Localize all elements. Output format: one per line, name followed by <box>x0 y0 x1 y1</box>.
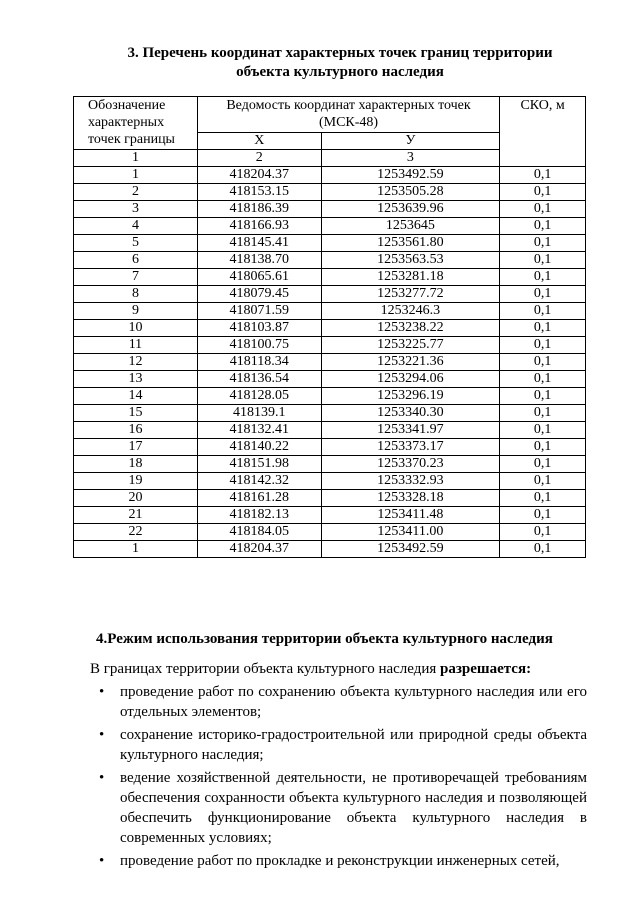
intro-bold-word: разрешается: <box>440 661 532 677</box>
coord-y: 1253296.19 <box>321 388 500 405</box>
point-number: 14 <box>74 388 198 405</box>
permitted-activities-list <box>90 682 587 874</box>
coord-y: 1253341.97 <box>321 422 500 439</box>
list-item <box>90 851 587 871</box>
point-number: 2 <box>74 184 198 201</box>
point-number: 15 <box>74 405 198 422</box>
coord-y: 1253370.23 <box>321 456 500 473</box>
section-3-title-line-2: объекта культурного наследия <box>236 64 444 80</box>
intro-text: В границах территории объекта культурного наследия <box>90 661 441 677</box>
header-designation: Обозначение характерных точек границы <box>74 97 198 150</box>
point-number: 11 <box>74 337 198 354</box>
point-number: 22 <box>74 524 198 541</box>
coord-y: 1253505.28 <box>321 184 500 201</box>
table-row <box>74 422 586 439</box>
table-row <box>74 473 586 490</box>
coord-x: 418079.45 <box>197 286 321 303</box>
list-item-text: проведение работ по прокладке и реконструкции инженерных сетей, <box>120 853 560 869</box>
bullet-icon: • <box>99 727 105 743</box>
table-row <box>74 184 586 201</box>
sko-value: 0,1 <box>500 337 586 354</box>
coord-x: 418166.93 <box>197 218 321 235</box>
coord-x: 418118.34 <box>197 354 321 371</box>
coord-y: 1253340.30 <box>321 405 500 422</box>
sko-value: 0,1 <box>500 320 586 337</box>
sko-value: 0,1 <box>500 303 586 320</box>
point-number: 21 <box>74 507 198 524</box>
point-number: 12 <box>74 354 198 371</box>
header-coordinates: Ведомость координат характерных точек (МСК-48) <box>197 97 499 133</box>
table-row <box>74 490 586 507</box>
sko-value: 0,1 <box>500 490 586 507</box>
point-number: 16 <box>74 422 198 439</box>
table-row <box>74 235 586 252</box>
table-row <box>74 201 586 218</box>
table-row <box>74 252 586 269</box>
sko-value: 0,1 <box>500 167 586 184</box>
coord-y: 1253225.77 <box>321 337 500 354</box>
coord-y: 1253563.53 <box>321 252 500 269</box>
coord-x: 418128.05 <box>197 388 321 405</box>
table-row <box>74 303 586 320</box>
coord-x: 418140.22 <box>197 439 321 456</box>
coord-x: 418145.41 <box>197 235 321 252</box>
point-number: 5 <box>74 235 198 252</box>
bullet-icon: • <box>99 853 105 869</box>
coord-x: 418204.37 <box>197 541 321 558</box>
column-number-1: 1 <box>74 150 198 167</box>
coord-y: 1253639.96 <box>321 201 500 218</box>
header-sko: СКО, м <box>500 97 586 167</box>
sko-value: 0,1 <box>500 184 586 201</box>
point-number: 17 <box>74 439 198 456</box>
sko-value: 0,1 <box>500 354 586 371</box>
coord-y: 1253332.93 <box>321 473 500 490</box>
list-item-text: ведение хозяйственной деятельности, не противоречащей требованиям обеспечения сохранности объекта культурного наследия и позволяющей обеспечить функционирование объекта культурного наследия в современных условиях; <box>120 770 587 846</box>
coord-y: 1253411.00 <box>321 524 500 541</box>
point-number: 19 <box>74 473 198 490</box>
point-number: 6 <box>74 252 198 269</box>
coord-y: 1253238.22 <box>321 320 500 337</box>
sko-value: 0,1 <box>500 524 586 541</box>
sko-value: 0,1 <box>500 371 586 388</box>
column-number-3: 3 <box>321 150 500 167</box>
list-item <box>90 682 587 722</box>
point-number: 7 <box>74 269 198 286</box>
coord-x: 418204.37 <box>197 167 321 184</box>
coord-y: 1253277.72 <box>321 286 500 303</box>
coord-x: 418132.41 <box>197 422 321 439</box>
coord-y: 1253281.18 <box>321 269 500 286</box>
coord-x: 418142.32 <box>197 473 321 490</box>
table-row <box>74 541 586 558</box>
coord-x: 418186.39 <box>197 201 321 218</box>
coord-x: 418153.15 <box>197 184 321 201</box>
coord-y: 1253221.36 <box>321 354 500 371</box>
coord-x: 418138.70 <box>197 252 321 269</box>
coord-y: 1253645 <box>321 218 500 235</box>
sko-value: 0,1 <box>500 473 586 490</box>
table-row <box>74 439 586 456</box>
sko-value: 0,1 <box>500 405 586 422</box>
coord-y: 1253328.18 <box>321 490 500 507</box>
table-row <box>74 167 586 184</box>
sko-value: 0,1 <box>500 541 586 558</box>
point-number: 4 <box>74 218 198 235</box>
coord-y: 1253411.48 <box>321 507 500 524</box>
coord-y: 1253492.59 <box>321 541 500 558</box>
sko-value: 0,1 <box>500 507 586 524</box>
table-row <box>74 337 586 354</box>
column-number-2: 2 <box>197 150 321 167</box>
section-4-intro <box>90 660 531 679</box>
section-3-title <box>90 44 590 82</box>
coord-y: 1253561.80 <box>321 235 500 252</box>
sko-value: 0,1 <box>500 252 586 269</box>
coord-x: 418151.98 <box>197 456 321 473</box>
list-item <box>90 725 587 765</box>
header-x: X <box>197 133 321 150</box>
point-number: 20 <box>74 490 198 507</box>
coord-x: 418103.87 <box>197 320 321 337</box>
coord-x: 418071.59 <box>197 303 321 320</box>
table-row <box>74 388 586 405</box>
point-number: 10 <box>74 320 198 337</box>
coord-x: 418182.13 <box>197 507 321 524</box>
section-4-title: 4.Режим использования территории объекта культурного наследия <box>96 631 553 647</box>
point-number: 1 <box>74 167 198 184</box>
coord-x: 418136.54 <box>197 371 321 388</box>
sko-value: 0,1 <box>500 286 586 303</box>
table-row <box>74 269 586 286</box>
sko-value: 0,1 <box>500 218 586 235</box>
coord-x: 418184.05 <box>197 524 321 541</box>
list-item <box>90 768 587 848</box>
table-row <box>74 456 586 473</box>
coord-x: 418065.61 <box>197 269 321 286</box>
point-number: 8 <box>74 286 198 303</box>
table-row <box>74 320 586 337</box>
coord-y: 1253246.3 <box>321 303 500 320</box>
bullet-icon: • <box>99 770 105 786</box>
table-row <box>74 218 586 235</box>
list-item-text: сохранение историко-градостроительной или природной среды объекта культурного наследия; <box>120 727 587 763</box>
coord-x: 418100.75 <box>197 337 321 354</box>
sko-value: 0,1 <box>500 439 586 456</box>
point-number: 9 <box>74 303 198 320</box>
sko-value: 0,1 <box>500 456 586 473</box>
point-number: 18 <box>74 456 198 473</box>
table-row <box>74 371 586 388</box>
header-y: У <box>321 133 500 150</box>
bullet-icon: • <box>99 684 105 700</box>
table-row <box>74 524 586 541</box>
list-item-text: проведение работ по сохранению объекта культурного наследия или его отдельных элементов; <box>120 684 587 720</box>
sko-value: 0,1 <box>500 235 586 252</box>
coordinates-table-body <box>74 167 586 558</box>
coord-y: 1253373.17 <box>321 439 500 456</box>
point-number: 13 <box>74 371 198 388</box>
sko-value: 0,1 <box>500 269 586 286</box>
point-number: 3 <box>74 201 198 218</box>
coord-y: 1253294.06 <box>321 371 500 388</box>
table-row <box>74 405 586 422</box>
sko-value: 0,1 <box>500 388 586 405</box>
table-row <box>74 354 586 371</box>
coord-x: 418161.28 <box>197 490 321 507</box>
point-number: 1 <box>74 541 198 558</box>
coordinates-table <box>73 96 586 558</box>
coord-y: 1253492.59 <box>321 167 500 184</box>
section-3-title-line-1: 3. Перечень координат характерных точек границ территории <box>127 45 553 61</box>
table-row <box>74 507 586 524</box>
sko-value: 0,1 <box>500 422 586 439</box>
sko-value: 0,1 <box>500 201 586 218</box>
coord-x: 418139.1 <box>197 405 321 422</box>
table-row <box>74 286 586 303</box>
